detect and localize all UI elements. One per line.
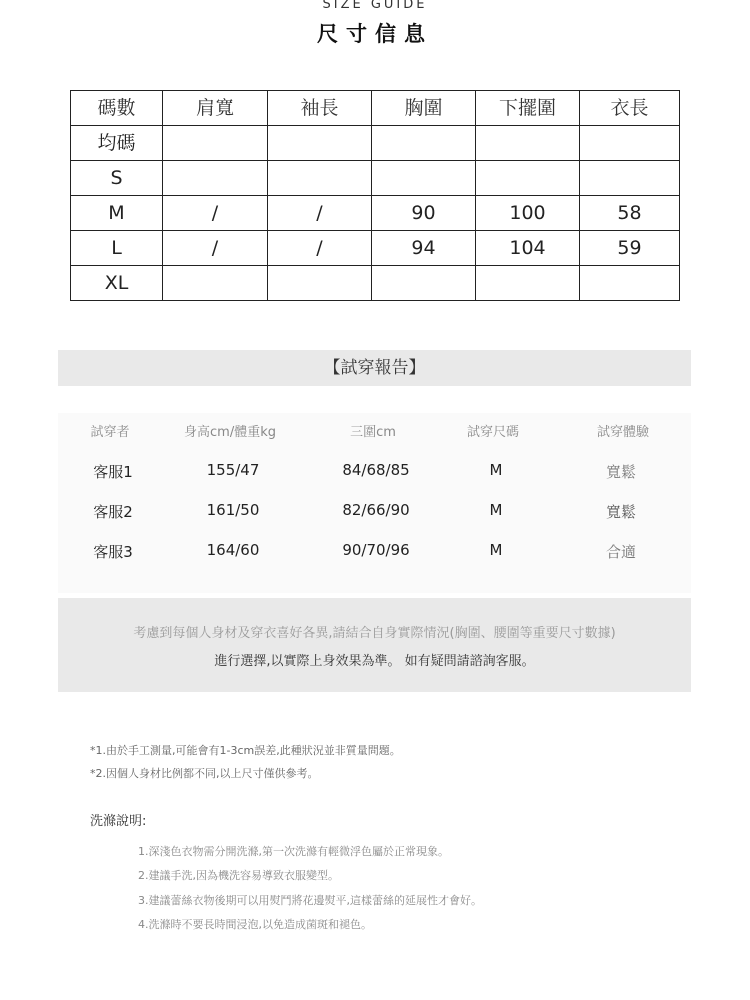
washing-item: 4.洗滌時不要長時間浸泡,以免造成菌斑和褪色。: [138, 918, 372, 931]
table-cell: [163, 126, 268, 161]
header-cell: 試穿尺碼: [466, 425, 520, 440]
advice-box: [58, 598, 691, 692]
table-cell: 寬鬆: [605, 463, 637, 481]
table-cell: [268, 126, 372, 161]
table-cell: 82/66/90: [342, 501, 410, 519]
table-cell: 90/70/96: [342, 541, 410, 559]
header-title: 尺寸信息: [317, 22, 433, 46]
washing-item: 2.建議手洗,因為機洗容易導致衣服變型。: [138, 869, 339, 882]
table-cell: /: [163, 231, 268, 266]
table-row: [71, 161, 680, 196]
advice-line: 進行選擇,以實際上身效果為準。 如有疑問請諮詢客服。: [214, 654, 535, 669]
size-table-header: [71, 91, 680, 126]
table-cell: 寬鬆: [605, 503, 637, 521]
table-cell: 均碼: [71, 126, 163, 161]
table-cell: [372, 266, 476, 301]
header-cell: 胸圍: [372, 91, 476, 126]
table-row: [71, 266, 680, 301]
table-cell: 161/50: [206, 501, 260, 519]
table-cell: [163, 266, 268, 301]
table-cell: 客服3: [93, 543, 133, 561]
header-cell: 試穿體驗: [596, 425, 650, 440]
table-cell: [476, 126, 580, 161]
header-cell: 碼數: [71, 91, 163, 126]
table-cell: [268, 266, 372, 301]
header-cell: 衣長: [580, 91, 680, 126]
washing-item: 1.深淺色衣物需分開洗滌,第一次洗滌有輕微浮色屬於正常現象。: [138, 845, 449, 858]
table-cell: M: [489, 541, 503, 559]
table-cell: XL: [71, 266, 163, 301]
header-cell: 肩寬: [163, 91, 268, 126]
table-row: [58, 541, 691, 571]
table-cell: 合適: [605, 543, 637, 561]
table-cell: /: [163, 196, 268, 231]
table-cell: 104: [476, 231, 580, 266]
table-cell: [268, 161, 372, 196]
table-cell: M: [489, 461, 503, 479]
table-cell: M: [71, 196, 163, 231]
table-cell: [163, 161, 268, 196]
table-cell: [580, 126, 680, 161]
measurement-note: *1.由於手工測量,可能會有1-3cm誤差,此種狀況並非質量問題。: [90, 744, 401, 757]
table-cell: /: [268, 231, 372, 266]
washing-item: 3.建議蕾絲衣物後期可以用熨鬥將花邊熨平,這樣蕾絲的延展性才會好。: [138, 894, 482, 907]
header-cell: 身高cm/體重kg: [184, 425, 276, 440]
table-cell: [476, 161, 580, 196]
table-cell: 58: [580, 196, 680, 231]
table-cell: 164/60: [206, 541, 260, 559]
trial-report-title: 【試穿報告】: [58, 350, 691, 386]
washing-title: 洗滌說明:: [90, 814, 147, 829]
measurement-note: *2.因個人身材比例都不同,以上尺寸僅供參考。: [90, 767, 319, 780]
table-cell: [580, 161, 680, 196]
table-cell: 155/47: [206, 461, 260, 479]
advice-line: 考慮到每個人身材及穿衣喜好各異,請結合自身實際情況(胸圍、腰圍等重要尺寸數據): [133, 626, 616, 641]
table-cell: 84/68/85: [342, 461, 410, 479]
table-cell: [372, 126, 476, 161]
table-cell: M: [489, 501, 503, 519]
header-cell: 袖長: [268, 91, 372, 126]
table-row: [58, 461, 691, 491]
trial-header-row: [58, 421, 691, 451]
header-english: SIZE GUIDE: [322, 0, 428, 12]
table-row: [71, 231, 680, 266]
table-cell: 90: [372, 196, 476, 231]
table-cell: 客服2: [93, 503, 133, 521]
table-cell: L: [71, 231, 163, 266]
header-cell: 三圍cm: [350, 425, 396, 440]
table-row: [71, 126, 680, 161]
table-cell: 94: [372, 231, 476, 266]
table-cell: [476, 266, 580, 301]
size-table: [70, 90, 680, 301]
header-cell: 試穿者: [90, 425, 130, 440]
table-cell: [580, 266, 680, 301]
table-cell: 100: [476, 196, 580, 231]
table-cell: /: [268, 196, 372, 231]
table-cell: S: [71, 161, 163, 196]
table-row: [58, 501, 691, 531]
trial-report-table: [58, 413, 691, 593]
table-cell: 客服1: [93, 463, 133, 481]
table-row: [71, 196, 680, 231]
table-cell: [372, 161, 476, 196]
table-cell: 59: [580, 231, 680, 266]
header-cell: 下擺圍: [476, 91, 580, 126]
